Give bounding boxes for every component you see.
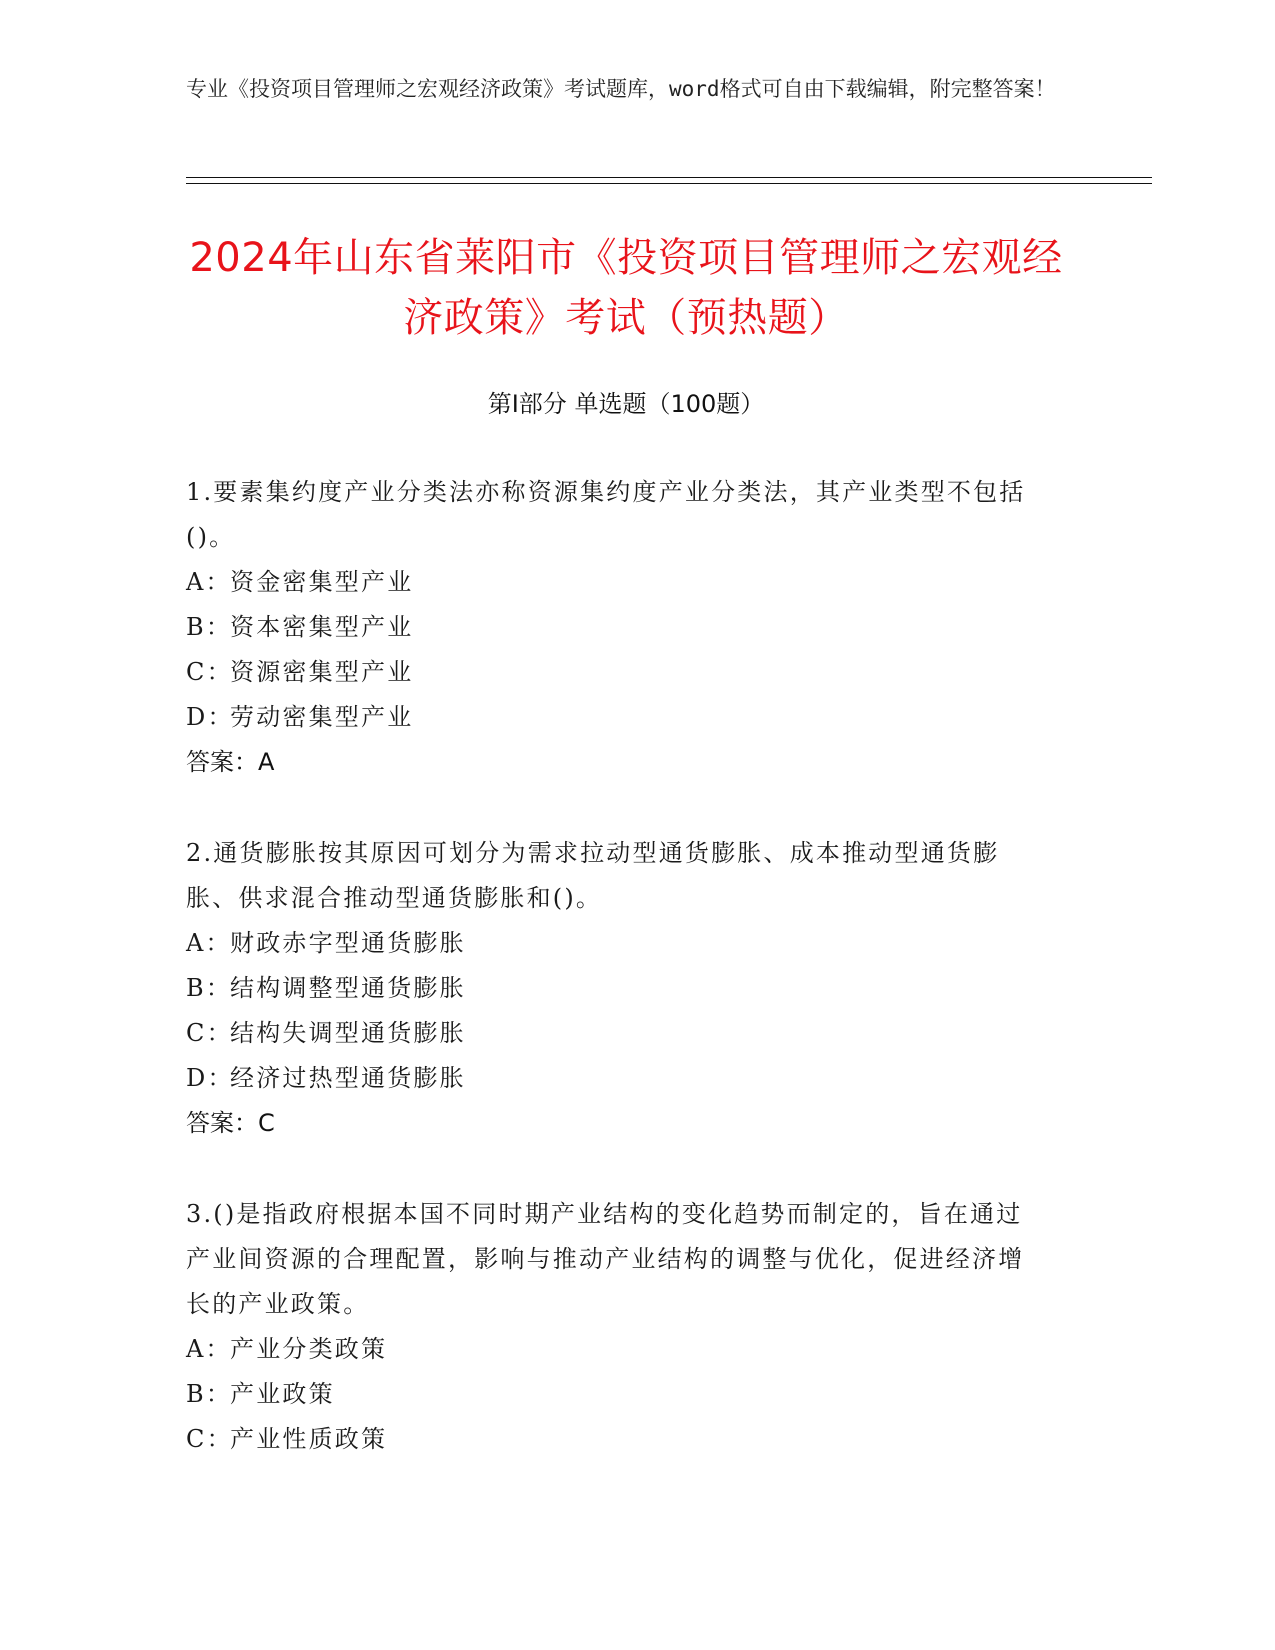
question-1 bbox=[186, 470, 1046, 785]
option-text: 结构失调型通货膨胀 bbox=[230, 1019, 466, 1047]
option-letter: A： bbox=[186, 929, 232, 957]
option-text: 产业性质政策 bbox=[230, 1425, 388, 1453]
option-letter: B： bbox=[186, 613, 233, 641]
option-c bbox=[186, 1011, 1046, 1056]
option-b bbox=[186, 966, 1046, 1011]
option-text: 财政赤字型通货膨胀 bbox=[230, 929, 466, 957]
option-a bbox=[186, 560, 1046, 605]
document-title: 2024年山东省莱阳市《投资项目管理师之宏观经济政策》考试（预热题） bbox=[189, 235, 1063, 341]
option-a bbox=[186, 921, 1046, 966]
option-letter: C： bbox=[186, 1425, 233, 1453]
option-b bbox=[186, 1372, 1046, 1417]
header-rule-top bbox=[186, 177, 1152, 178]
option-letter: D： bbox=[186, 1064, 234, 1092]
question-list bbox=[186, 470, 1046, 1508]
question-3 bbox=[186, 1192, 1046, 1462]
question-stem: 1.要素集约度产业分类法亦称资源集约度产业分类法，其产业类型不包括()。 bbox=[186, 478, 1026, 551]
option-letter: C： bbox=[186, 658, 233, 686]
option-c bbox=[186, 650, 1046, 695]
option-text: 资金密集型产业 bbox=[230, 568, 414, 596]
option-letter: D： bbox=[186, 703, 234, 731]
option-text: 劳动密集型产业 bbox=[230, 703, 414, 731]
answer-line: 答案：A bbox=[186, 748, 275, 776]
option-d bbox=[186, 695, 1046, 740]
question-stem: 3.()是指政府根据本国不同时期产业结构的变化趋势而制定的，旨在通过产业间资源的合理配置，影响与推动产业结构的调整与优化，促进经济增长的产业政策。 bbox=[186, 1200, 1025, 1318]
option-letter: A： bbox=[186, 1335, 232, 1363]
option-text: 结构调整型通货膨胀 bbox=[230, 974, 466, 1002]
header-note: 专业《投资项目管理师之宏观经济政策》考试题库，word格式可自由下载编辑，附完整答案！ bbox=[186, 77, 1056, 101]
answer-line: 答案：C bbox=[186, 1109, 275, 1137]
option-letter: A： bbox=[186, 568, 232, 596]
question-stem: 2.通货膨胀按其原因可划分为需求拉动型通货膨胀、成本推动型通货膨胀、供求混合推动型通货膨胀和()。 bbox=[186, 839, 1000, 912]
option-letter: C： bbox=[186, 1019, 233, 1047]
option-text: 经济过热型通货膨胀 bbox=[230, 1064, 466, 1092]
option-a bbox=[186, 1327, 1046, 1372]
section-heading: 第Ⅰ部分 单选题（100题） bbox=[487, 390, 765, 418]
header-rule-bottom bbox=[186, 183, 1152, 184]
option-text: 产业分类政策 bbox=[230, 1335, 388, 1363]
option-b bbox=[186, 605, 1046, 650]
option-text: 产业政策 bbox=[230, 1380, 335, 1408]
option-text: 资源密集型产业 bbox=[230, 658, 414, 686]
option-letter: B： bbox=[186, 1380, 233, 1408]
option-d bbox=[186, 1056, 1046, 1101]
option-letter: B： bbox=[186, 974, 233, 1002]
option-text: 资本密集型产业 bbox=[230, 613, 414, 641]
question-2 bbox=[186, 831, 1046, 1146]
option-c bbox=[186, 1417, 1046, 1462]
